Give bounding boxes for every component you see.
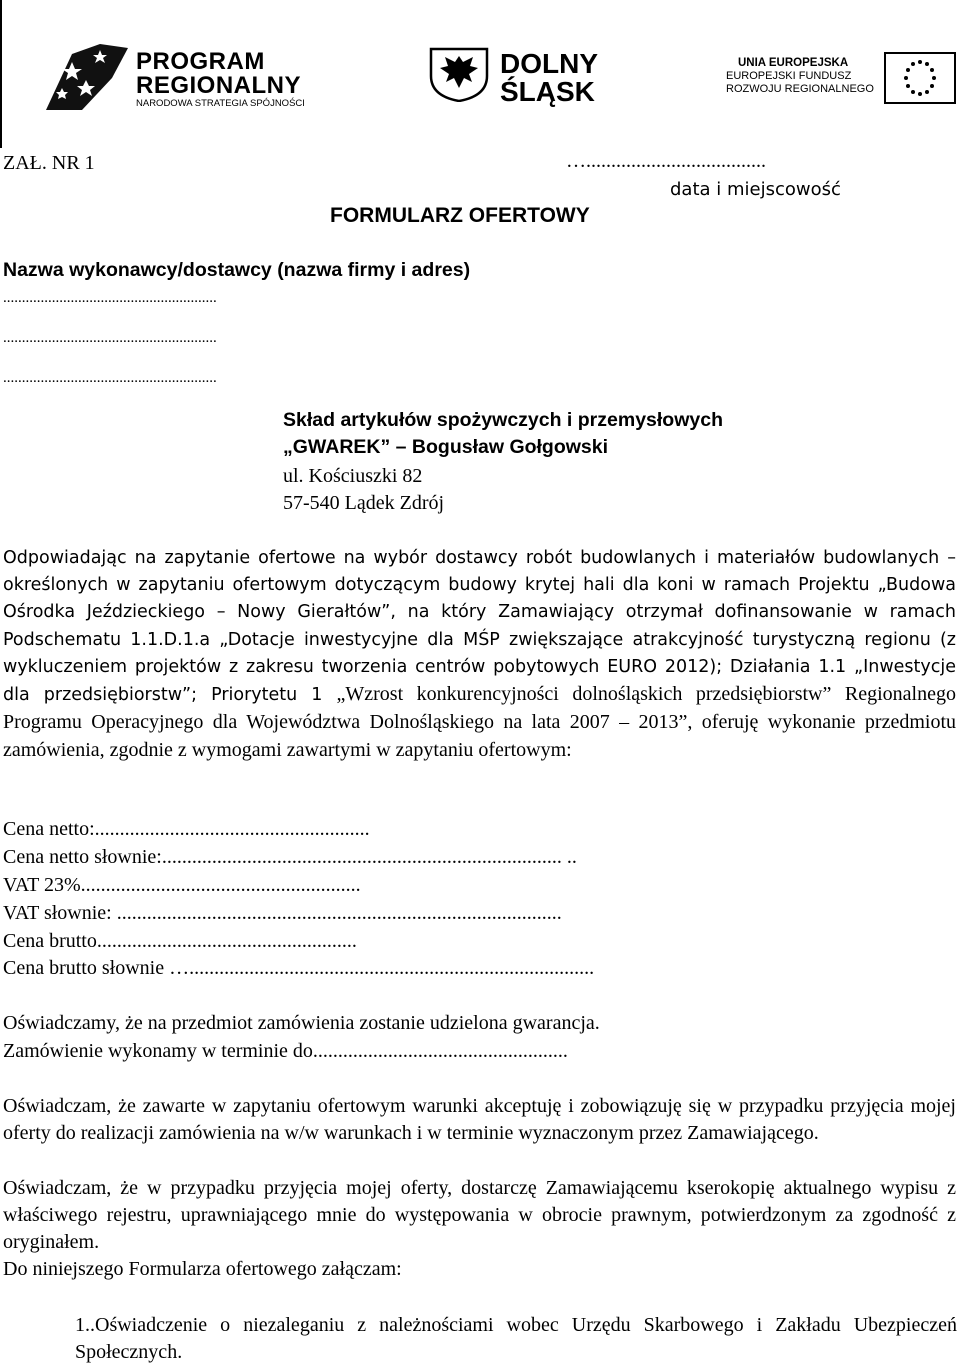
margin-rule: [0, 0, 2, 148]
eagle-crest-icon: [428, 46, 490, 102]
attachments-intro: Do niniejszego Formularza ofertowego załączam:: [3, 1258, 402, 1280]
date-place-field[interactable]: …....................................: [566, 150, 766, 172]
intro-text-a: Odpowiadając na zapytanie ofertowe na wybór dostawcy robót budowlanych i materiałów budowlanych – określonych w zapytaniu ofertowym dotyczącym budowy krytej hali dla koni w ramach Projektu „Budowa Ośrodka Jeździeckiego – Nowy Gierałtów”, na który Zamawiający otrzymał dofinansowanie w ramach Podschematu 1.1.D.1.a „Dotacje inwestycyjne dla MŚP zwiększające atrakcyjność turystyczną regionu (z wykluczeniem projektów z zakresu tworzenia centrów pobytowych EURO 2012); Działania 1.1 „Inwestycje dla przedsiębiorstw”; Priorytetu 1: [3, 548, 956, 706]
date-place-label: data i miejscowość: [670, 179, 841, 200]
eu-logo-line2: EUROPEJSKI FUNDUSZ: [726, 70, 852, 82]
attachment-item-1: 1..Oświadczenie o niezaleganiu z należnościami wobec Urzędu Skarbowego i Zakładu Ubezpieczeń Społecznych.: [75, 1314, 957, 1364]
net-price-field[interactable]: Cena netto:.......................................................: [3, 818, 370, 840]
contractor-field-1[interactable]: .........................................................: [3, 290, 217, 306]
deadline-field[interactable]: Zamówienie wykonamy w terminie do...................................................: [3, 1040, 568, 1062]
net-price-words-field[interactable]: Cena netto słownie:................................................................................ ..: [3, 846, 577, 868]
eu-flag-icon: [884, 52, 956, 104]
program-logo-line2: REGIONALNY: [136, 72, 302, 99]
program-logo-line3: NARODOWA STRATEGIA SPÓJNOŚCI: [136, 98, 305, 109]
recipient-line2: „GWAREK” – Bogusław Gołgowski: [283, 436, 609, 458]
eu-logo: [726, 50, 958, 106]
dolny-line: DOLNY: [500, 48, 598, 79]
recipient-line1: Skład artykułów spożywczych i przemysłowych: [283, 409, 723, 431]
contractor-field-3[interactable]: .........................................................: [3, 370, 217, 386]
eu-logo-line3: ROZWOJU REGIONALNEGO: [726, 83, 874, 95]
eu-logo-line1: UNIA EUROPEJSKA: [738, 57, 849, 69]
intro-text-b: „Wzrost konkurencyjności dolnośląskich przedsiębiorstw” Regionalnego Programu Operacyjnego dla Województwa Dolnośląskiego na lata 2007 – 2013”, oferuję wykonanie przedmiotu zamówienia, zgodnie z wymogami zawartymi w zapytaniu ofertowym:: [3, 683, 956, 762]
stars-emblem-icon: [42, 40, 130, 112]
recipient-line4: 57-540 Lądek Zdrój: [283, 492, 445, 514]
dolny-slask-logo: [428, 46, 628, 106]
program-logo-line1: PROGRAM: [136, 48, 265, 75]
acceptance-statement: Oświadczam, że zawarte w zapytaniu ofertowym warunki akceptuję i zobowiązuję się w przypadku przyjęcia mojej oferty do realizacji zamówienia na w/w warunkach i w terminie wyznaczonym przez Zamawiającego.: [3, 1095, 956, 1145]
form-title: FORMULARZ OFERTOWY: [330, 204, 590, 227]
gross-price-words-field[interactable]: Cena brutto słownie ….................................................................................: [3, 957, 595, 979]
program-regionalny-logo: [42, 40, 362, 112]
slask-line: ŚLĄSK: [500, 76, 595, 107]
contractor-label: Nazwa wykonawcy/dostawcy (nazwa firmy i adres): [3, 259, 471, 281]
vat-words-field[interactable]: VAT słownie: .........................................................................................: [3, 902, 562, 924]
gross-price-field[interactable]: Cena brutto....................................................: [3, 930, 357, 952]
warranty-statement: Oświadczamy, że na przedmiot zamówienia zostanie udzielona gwarancja.: [3, 1012, 600, 1034]
attachment-number: ZAŁ. NR 1: [3, 152, 95, 174]
recipient-line3: ul. Kościuszki 82: [283, 465, 423, 487]
intro-paragraph: [3, 545, 956, 766]
registry-statement: Oświadczam, że w przypadku przyjęcia mojej oferty, dostarczę Zamawiającemu kserokopię aktualnego wypisu z właściwego rejestru, uprawniającego mnie do występowania w obrocie prawnym, potwierdzonym za zgodność z oryginałem.: [3, 1177, 956, 1254]
contractor-field-2[interactable]: .........................................................: [3, 330, 217, 346]
vat-field[interactable]: VAT 23%........................................................: [3, 874, 361, 896]
